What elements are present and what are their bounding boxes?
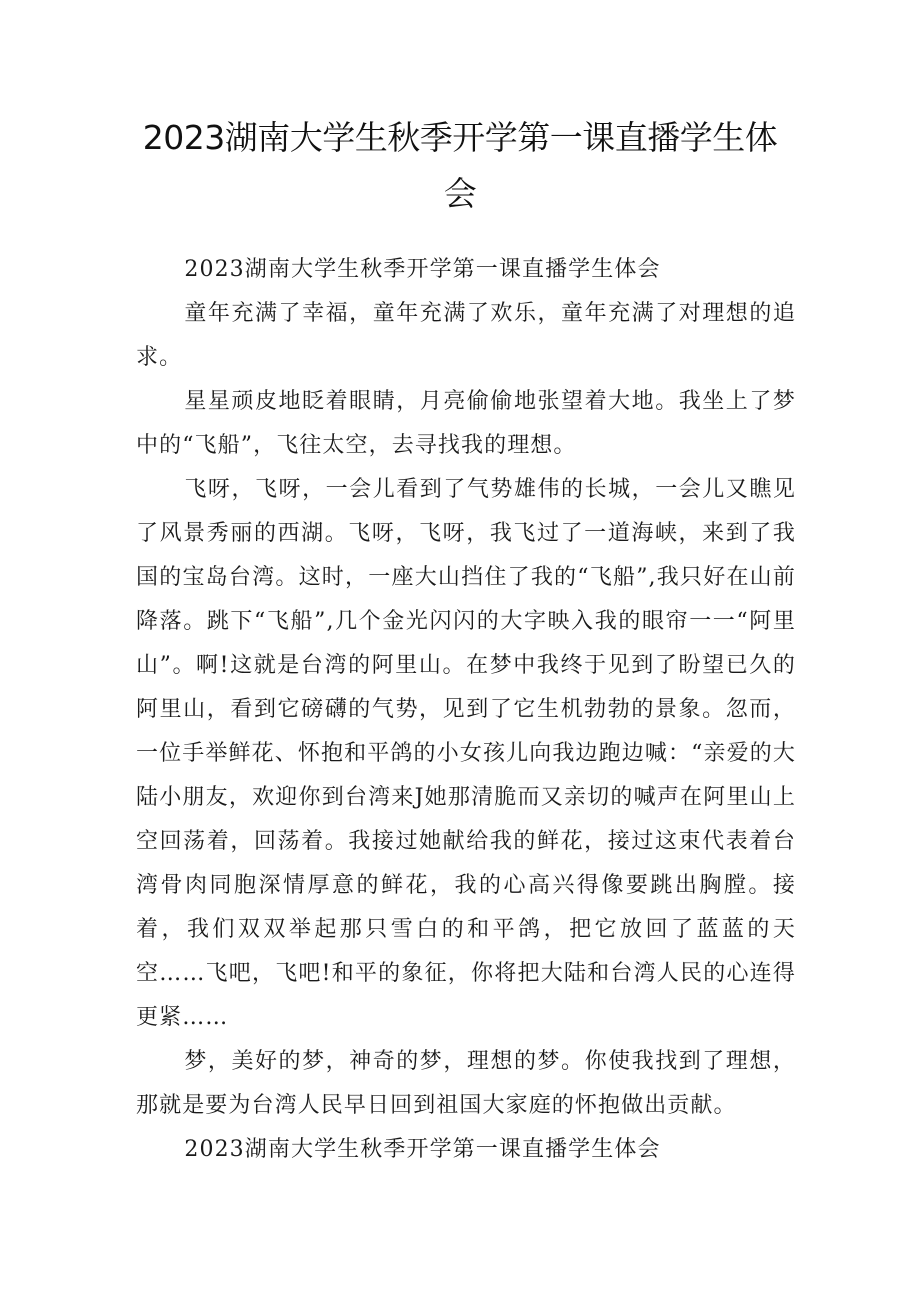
paragraph-flight-to-alishan: 飞呀，飞呀，一会儿看到了气势雄伟的长城，一会儿又瞧见了风景秀丽的西湖。飞呀，飞呀，我飞过了一道海峡，来到了我国的宝岛台湾。这时，一座大山挡住了我的“飞船”,我只好在山前降落。跳下“飞船”,几个金光闪闪的大字映入我的眼帘一一“阿里山”。啊!这就是台湾的阿里山。在梦中我终于见到了盼望已久的阿里山，看到它磅礴的气势，见到了它生机勃勃的景象。忽而，一位手举鲜花、怀抱和平鸽的小女孩儿向我边跑边喊：“亲爱的大陆小朋友，欢迎你到台湾来J她那清脆而又亲切的喊声在阿里山上空回荡着，回荡着。我接过她献给我的鲜花，接过这束代表着台湾骨肉同胞深情厚意的鲜花，我的心高兴得像要跳出胸膛。接着，我们双双举起那只雪白的和平鸽，把它放回了蓝蓝的天空……飞吧，飞吧!和平的象征，你将把大陆和台湾人民的心连得更紧…… <box>136 477 796 1030</box>
paragraph-ideal: 梦，美好的梦，神奇的梦，理想的梦。你使我找到了理想，那就是要为台湾人民早日回到祖国大家庭的怀抱做出贡献。 <box>136 1049 796 1118</box>
paragraph-footer-title: 2023湖南大学生秋季开学第一课直播学生体会 <box>184 1137 661 1162</box>
paragraph-childhood: 童年充满了幸福，童年充满了欢乐，童年充满了对理想的追求。 <box>136 301 796 370</box>
paragraph-subtitle: 2023湖南大学生秋季开学第一课直播学生体会 <box>184 257 661 282</box>
document-title: 2023湖南大学生秋季开学第一课直播学生体会 <box>142 118 778 213</box>
paragraph-dream-ship: 星星顽皮地眨着眼睛，月亮偷偷地张望着大地。我坐上了梦中的“飞船”，飞往太空，去寻找我的理想。 <box>136 389 796 458</box>
document-body <box>136 248 796 1172</box>
